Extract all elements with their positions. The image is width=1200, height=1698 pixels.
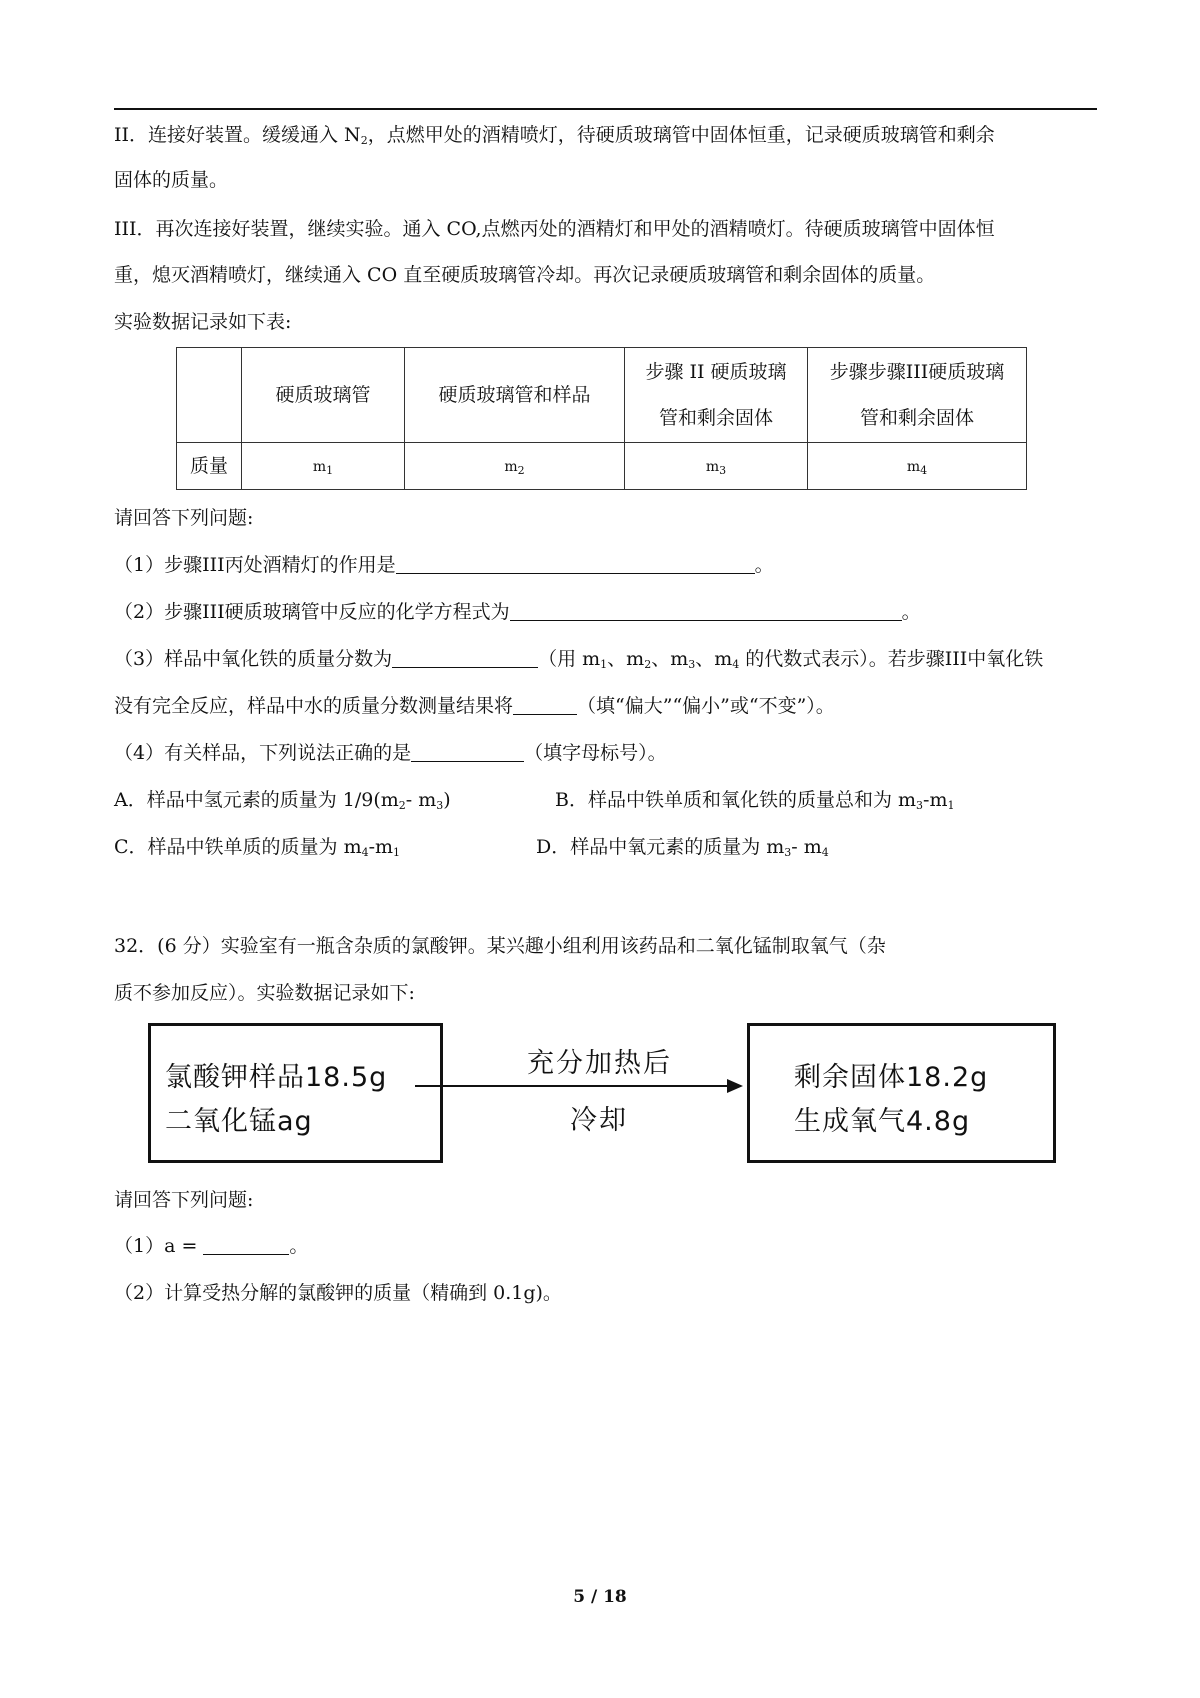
- table-cell-m4: $m_4$: [808, 443, 1027, 490]
- diagram-output-line1: 剩余固体18.2g: [794, 1062, 989, 1093]
- answer-blank-a[interactable]: [203, 1236, 289, 1255]
- diagram-input-line1: 氯酸钾样品18.5g: [165, 1062, 388, 1093]
- table-header-step2: [625, 348, 808, 443]
- table-header-tube: 硬质玻璃管: [242, 348, 405, 443]
- option-a: A．样品中氢元素的质量为 $1/9(m_2-$ $m_3$): [114, 789, 451, 812]
- table-header-tube-sample: 硬质玻璃管和样品: [405, 348, 625, 443]
- table-header-step2-line2: 管和剩余固体: [658, 407, 773, 429]
- diagram-arrow-head: [727, 1079, 743, 1093]
- table-header-step3-line2: 管和剩余固体: [859, 407, 974, 429]
- step3-line1: III．再次连接好装置，继续实验。通入 CO,点燃丙处的酒精灯和甲处的酒精喷灯。待硬质玻璃管中固体恒: [114, 218, 995, 240]
- questions-intro-2: 请回答下列问题:: [114, 1189, 254, 1211]
- table-header-empty: [177, 348, 242, 443]
- data-table: [176, 347, 1027, 490]
- question-1: （1）步骤III丙处酒精灯的作用是 。: [114, 554, 774, 576]
- table-row-label: 质量: [177, 443, 242, 490]
- question-4: （4）有关样品，下列说法正确的是 （填字母标号）。: [114, 742, 667, 764]
- table-cell-m3: $m_3$: [625, 443, 808, 490]
- table-header-step3: [808, 348, 1027, 443]
- diagram-input-line2: 二氧化锰ag: [165, 1106, 313, 1137]
- answer-blank-3b[interactable]: [513, 696, 577, 715]
- table-cell-m1: $m_1$: [242, 443, 405, 490]
- question-3-line2: 没有完全反应，样品中水的质量分数测量结果将 （填“偏大”“偏小”或“不变”）。: [114, 695, 835, 717]
- option-c: C．样品中铁单质的质量为 $m_4-m_1$: [114, 836, 401, 859]
- diagram-output-box: [747, 1023, 1056, 1163]
- diagram-arrow-label-top: 充分加热后: [527, 1048, 672, 1079]
- problem-32-line1: 32．(6 分）实验室有一瓶含杂质的氯酸钾。某兴趣小组利用该药品和二氧化锰制取氧气（杂: [114, 935, 886, 957]
- answer-blank-4[interactable]: [411, 743, 524, 762]
- step2-text-a: II．连接好装置。缓缓通入 N: [114, 124, 361, 146]
- option-d: D．样品中氧元素的质量为 $m_3-$ $m_4$: [536, 836, 829, 859]
- problem-32-line2: 质不参加反应）。实验数据记录如下:: [114, 982, 415, 1004]
- questions-intro-1: 请回答下列问题:: [114, 507, 254, 529]
- question-3-line1: （3）样品中氧化铁的质量分数为 （用 $m_1$、$m_2$、$m_3$、$m_4$ 的代数式表示）。若步骤III中氧化铁: [114, 648, 1044, 671]
- step2-line1: [114, 122, 995, 148]
- step2-subscript: 2: [360, 134, 368, 147]
- step2-text-b: ，点燃甲处的酒精喷灯，待硬质玻璃管中固体恒重，记录硬质玻璃管和剩余: [367, 124, 995, 146]
- question-2: （2）步骤III硬质玻璃管中反应的化学方程式为 。: [114, 601, 921, 623]
- diagram-output-line2: 生成氧气4.8g: [794, 1106, 971, 1137]
- step2-line2: 固体的质量。: [114, 169, 229, 191]
- question-32-1: （1）a = 。: [114, 1235, 309, 1257]
- question-32-2: （2）计算受热分解的氯酸钾的质量（精确到 0.1g)。: [114, 1282, 562, 1304]
- page-number: 5 / 18: [573, 1587, 627, 1607]
- step3-line2: 重，熄灭酒精喷灯，继续通入 CO 直至硬质玻璃管冷却。再次记录硬质玻璃管和剩余固体的质量。: [114, 264, 936, 286]
- diagram-arrow-line: [415, 1085, 727, 1087]
- table-intro: 实验数据记录如下表:: [114, 311, 292, 333]
- option-b: B．样品中铁单质和氧化铁的质量总和为 $m_3-m_1$: [555, 789, 955, 812]
- answer-blank-1[interactable]: [396, 555, 755, 574]
- diagram-arrow-label-bottom: 冷却: [570, 1105, 628, 1136]
- answer-blank-2[interactable]: [510, 602, 902, 621]
- table-header-step2-line1: 步骤 II 硬质玻璃: [645, 361, 787, 383]
- table-mass-row: [177, 443, 1027, 490]
- table-header-step3-line1: 步骤步骤III硬质玻璃: [829, 361, 1005, 383]
- answer-blank-3[interactable]: [392, 649, 538, 668]
- header-rule: [114, 108, 1097, 110]
- diagram-input-box: [148, 1023, 443, 1163]
- table-header-row: [177, 348, 1027, 443]
- table-cell-m2: $m_2$: [405, 443, 625, 490]
